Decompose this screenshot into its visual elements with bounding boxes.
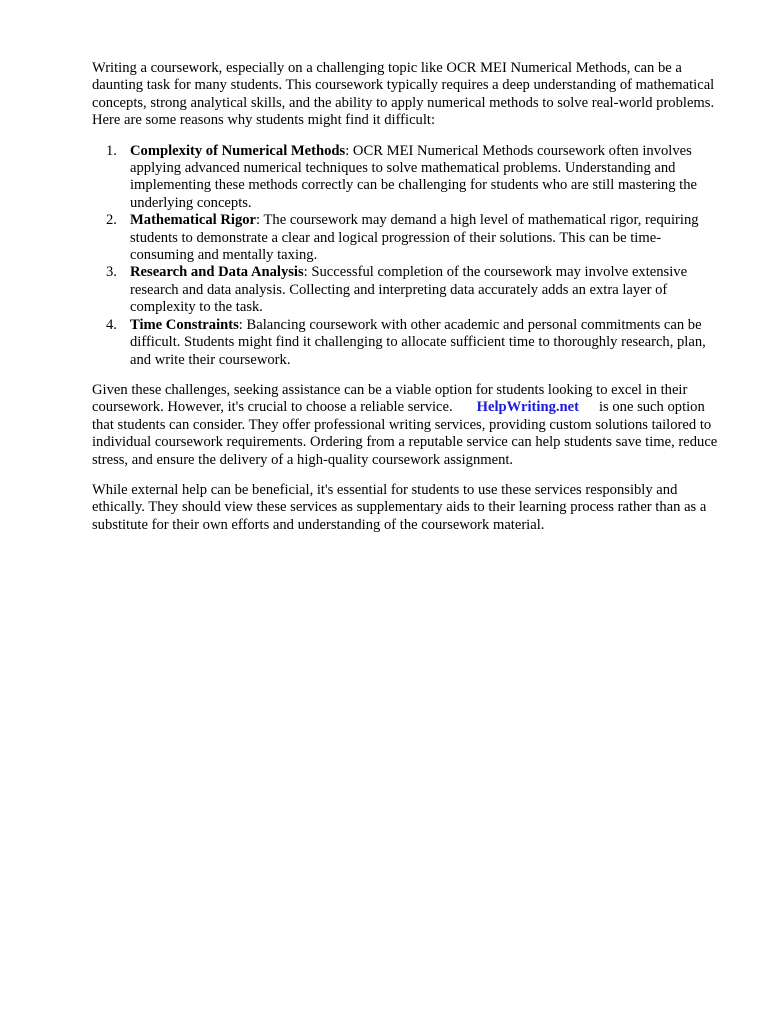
list-item-number: 4. xyxy=(106,316,117,333)
assistance-text-after: is one such option that students can consider. They offer professional writing services, providing custom solutions tailored to individual coursework requirements. Ordering from a reputable service can help students save time, reduce stress, and ensure the delivery of a high-quality coursework assignment. xyxy=(92,399,718,468)
helpwriting-link[interactable]: HelpWriting.net xyxy=(476,399,579,416)
list-item-title: Research and Data Analysis xyxy=(130,264,304,281)
closing-paragraph: While external help can be beneficial, it's essential for students to use these services responsibly and ethically. They should view these services as supplementary aids to their learning process rather than as a substitute for their own efforts and understanding of the coursework material. xyxy=(92,481,707,533)
list-item-number: 1. xyxy=(106,142,117,159)
assistance-paragraph xyxy=(92,382,722,469)
assistance-text-before: Given these challenges, seeking assistance can be a viable option for students looking to excel in their coursework. However, it's crucial to choose a reliable service. xyxy=(92,381,688,416)
list-item-text: : The coursework may demand a high level of mathematical rigor, requiring students to demonstrate a clear and logical progression of their solutions. This can be time-consuming and mentally taxing. xyxy=(130,212,699,264)
list-item-title: Complexity of Numerical Methods xyxy=(130,142,346,159)
list-item-number: 3. xyxy=(106,264,117,281)
list-item-title: Mathematical Rigor xyxy=(130,212,257,229)
list-item-text: : OCR MEI Numerical Methods coursework often involves applying advanced numerical techniques to solve mathematical problems. Understanding and implementing these methods correctly can be challenging for students who are still mastering the underlying concepts. xyxy=(130,142,697,211)
list-item-title: Time Constraints xyxy=(130,316,239,333)
list-item xyxy=(92,264,722,316)
document-page xyxy=(92,60,722,547)
intro-paragraph: Writing a coursework, especially on a challenging topic like OCR MEI Numerical Methods, can be a daunting task for many students. This coursework typically requires a deep understanding of mathematical concepts, strong analytical skills, and the ability to apply numerical methods to solve real-world problems. Here are some reasons why students might find it difficult: xyxy=(92,60,715,129)
list-item-text: : Balancing coursework with other academic and personal commitments can be difficult. Students might find it challenging to allocate sufficient time to thoroughly research, plan, and write their coursework. xyxy=(130,316,706,368)
list-item xyxy=(92,317,722,369)
list-item-number: 2. xyxy=(106,212,117,229)
list-item xyxy=(92,212,722,264)
list-item-text: : Successful completion of the coursework may involve extensive research and data analysis. Collecting and interpreting data accurately adds an extra layer of complexity to the task. xyxy=(130,264,688,316)
list-item xyxy=(92,143,722,213)
reasons-list xyxy=(92,143,722,369)
